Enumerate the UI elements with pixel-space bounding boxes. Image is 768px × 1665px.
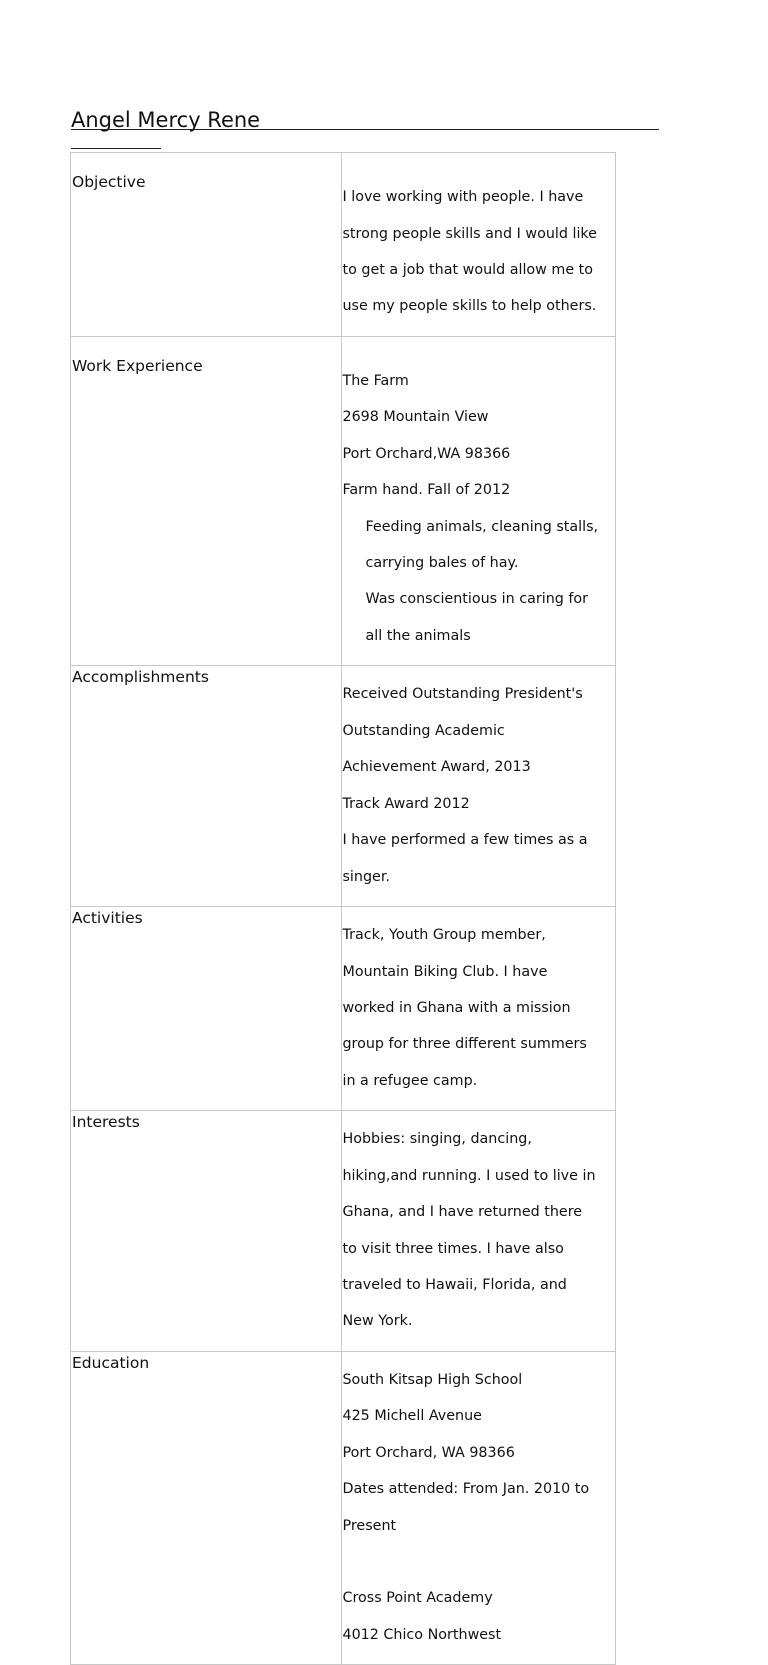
work-experience-line: The Farm bbox=[342, 373, 409, 390]
interests-line: Hobbies: singing, dancing, bbox=[342, 1131, 532, 1148]
objective-line: I love working with people. I have bbox=[342, 189, 584, 206]
interests-line: Ghana, and I have returned there bbox=[342, 1204, 583, 1221]
education-line: Dates attended: From Jan. 2010 to bbox=[342, 1481, 590, 1498]
section-row-education bbox=[71, 1351, 616, 1664]
activities-line: Mountain Biking Club. I have bbox=[342, 963, 548, 980]
work-experience-line: Farm hand. Fall of 2012 bbox=[342, 482, 511, 499]
objective-line: to get a job that would allow me to bbox=[342, 262, 594, 279]
section-content-cell bbox=[342, 1351, 616, 1664]
work-experience-duty-line: Feeding animals, cleaning stalls, bbox=[365, 518, 599, 535]
work-experience-duty-line: carrying bales of hay. bbox=[365, 555, 519, 572]
activities-line: group for three different summers bbox=[342, 1036, 587, 1053]
section-row-activities bbox=[71, 906, 616, 1110]
section-row-objective bbox=[71, 153, 616, 337]
education-line: Present bbox=[342, 1517, 397, 1534]
section-label-work-experience: Work Experience bbox=[72, 356, 203, 375]
education-line: Port Orchard, WA 98366 bbox=[342, 1444, 515, 1461]
education-spacer bbox=[342, 1553, 615, 1571]
objective-line: strong people skills and I would like bbox=[342, 225, 597, 242]
interests-content bbox=[342, 1111, 615, 1351]
section-content-cell bbox=[342, 666, 616, 907]
section-content-cell bbox=[342, 153, 616, 337]
section-label-activities: Activities bbox=[72, 908, 143, 927]
section-label-education: Education bbox=[72, 1353, 150, 1372]
activities-line: worked in Ghana with a mission bbox=[342, 999, 571, 1016]
objective-content bbox=[342, 153, 615, 336]
activities-line: Track, Youth Group member, bbox=[342, 927, 546, 944]
interests-line: to visit three times. I have also bbox=[342, 1240, 564, 1257]
interests-line: hiking,and running. I used to live in bbox=[342, 1167, 596, 1184]
accomplishments-line: I have performed a few times as a bbox=[342, 832, 588, 849]
work-experience-duty-line: Was conscientious in caring for bbox=[365, 591, 589, 608]
section-row-accomplishments bbox=[71, 666, 616, 907]
work-experience-content bbox=[342, 337, 615, 665]
education-content bbox=[342, 1352, 615, 1664]
section-label-cell bbox=[71, 1111, 342, 1352]
work-experience-line: 2698 Mountain View bbox=[342, 409, 489, 426]
section-label-interests: Interests bbox=[72, 1113, 140, 1132]
section-content-cell bbox=[342, 1111, 616, 1352]
title-underline-continuation bbox=[71, 148, 161, 149]
accomplishments-line: singer. bbox=[342, 868, 390, 885]
education-line: 4012 Chico Northwest bbox=[342, 1626, 502, 1643]
section-label-cell bbox=[71, 336, 342, 665]
section-label-cell bbox=[71, 153, 342, 337]
education-line: South Kitsap High School bbox=[342, 1372, 523, 1388]
objective-line: use my people skills to help others. bbox=[342, 298, 597, 315]
title-underline bbox=[71, 129, 659, 130]
section-label-cell bbox=[71, 906, 342, 1110]
section-content-cell bbox=[342, 336, 616, 665]
accomplishments-line: Achievement Award, 2013 bbox=[342, 759, 531, 776]
activities-content bbox=[342, 907, 615, 1110]
accomplishments-line: Received Outstanding President's bbox=[342, 686, 583, 703]
page-title: Angel Mercy Rene bbox=[71, 108, 261, 132]
education-line: Cross Point Academy bbox=[342, 1590, 493, 1607]
section-label-objective: Objective bbox=[72, 173, 146, 191]
resume-table bbox=[70, 152, 616, 1665]
accomplishments-content bbox=[342, 666, 615, 906]
section-label-cell bbox=[71, 1351, 342, 1664]
interests-line: traveled to Hawaii, Florida, and bbox=[342, 1276, 567, 1293]
work-experience-line: Port Orchard,WA 98366 bbox=[342, 445, 511, 462]
interests-line: New York. bbox=[342, 1313, 413, 1330]
section-label-cell bbox=[71, 666, 342, 907]
section-row-interests bbox=[71, 1111, 616, 1352]
section-label-accomplishments: Accomplishments bbox=[72, 668, 209, 687]
education-line: 425 Michell Avenue bbox=[342, 1408, 482, 1425]
section-content-cell bbox=[342, 906, 616, 1110]
activities-line: in a refugee camp. bbox=[342, 1072, 478, 1089]
section-row-work-experience bbox=[71, 336, 616, 665]
work-experience-duty-line: all the animals bbox=[365, 627, 471, 644]
accomplishments-line: Outstanding Academic bbox=[342, 722, 505, 739]
accomplishments-line: Track Award 2012 bbox=[342, 795, 470, 812]
